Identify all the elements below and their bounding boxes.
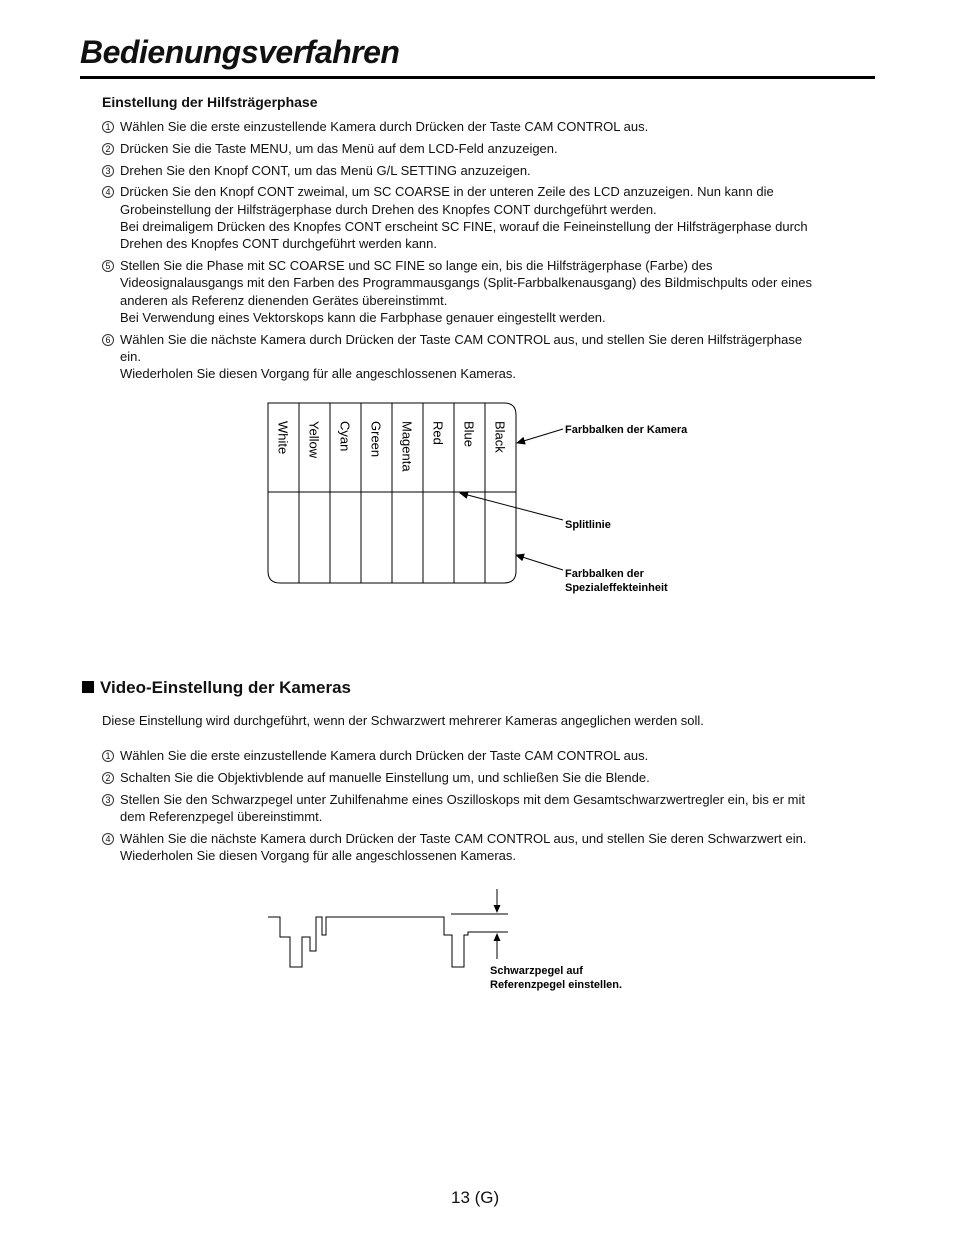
black-level-waveform — [260, 885, 680, 1000]
step-number-icon: 3 — [102, 165, 114, 177]
label-split-line: Splitlinie — [565, 519, 611, 531]
label-black-level-2: Referenzpegel einstellen. — [490, 979, 623, 991]
title-rule — [80, 76, 875, 79]
step-line: Drücken Sie den Knopf CONT zweimal, um SC COARSE in der unteren Zeile des LCD anzuzeigen. Nun kann die — [120, 184, 774, 200]
section-square-icon — [82, 681, 94, 693]
bar-label: Magenta — [399, 421, 415, 472]
step-item — [102, 769, 872, 786]
step-number-icon: 1 — [102, 121, 114, 133]
page-title: Bedienungsverfahren — [80, 34, 400, 70]
bar-label: Red — [430, 421, 446, 445]
bar-label: Blue — [461, 421, 477, 448]
step-item — [102, 118, 872, 135]
arrow-camera — [517, 429, 563, 443]
step-number-icon: 2 — [102, 143, 114, 155]
color-bar-diagram — [260, 395, 720, 605]
subphase-steps — [102, 118, 872, 387]
step-line: Wählen Sie die erste einzustellende Kamera durch Drücken der Taste CAM CONTROL aus. — [120, 119, 649, 134]
step-item — [102, 162, 872, 179]
step-item — [102, 791, 872, 826]
step-item — [102, 140, 872, 157]
step-number-icon: 6 — [102, 334, 114, 346]
label-black-level-1: Schwarzpegel auf — [490, 965, 583, 977]
step-number-icon: 2 — [102, 772, 114, 784]
bar-label: White — [275, 421, 291, 455]
step-line: Schalten Sie die Objektivblende auf manuelle Einstellung um, und schließen Sie die Blende. — [120, 769, 650, 785]
step-line: dem Referenzpegel übereinstimmt. — [120, 808, 323, 824]
bar-label: Green — [368, 421, 384, 458]
step-line: Wiederholen Sie diesen Vorgang für alle angeschlossenen Kameras. — [120, 366, 517, 382]
bar-label: Yellow — [306, 421, 322, 459]
subphase-heading: Einstellung der Hilfsträgerphase — [102, 94, 318, 110]
step-line: Wiederholen Sie diesen Vorgang für alle angeschlossenen Kameras. — [120, 847, 517, 863]
step-line: Grobeinstellung der Hilfsträgerphase durch Drehen des Knopfes CONT durchgeführt werden. — [120, 201, 657, 217]
step-item — [102, 830, 872, 865]
step-line: Bei dreimaligem Drücken des Knopfes CONT erscheint SC FINE, worauf die Feineinstellung der Hilfsträgerphase durch — [120, 218, 808, 234]
step-line: Bei Verwendung eines Vektorskops kann die Farbphase genauer eingestellt werden. — [120, 309, 606, 325]
step-line: ein. — [120, 349, 141, 365]
step-number-icon: 4 — [102, 186, 114, 198]
video-steps — [102, 747, 872, 869]
label-camera-bars: Farbbalken der Kamera — [565, 424, 688, 436]
bar-label: Black — [492, 421, 508, 453]
step-line: Wählen Sie die erste einzustellende Kamera durch Drücken der Taste CAM CONTROL aus. — [120, 748, 649, 763]
step-number-icon: 1 — [102, 750, 114, 762]
waveform-trace — [268, 917, 508, 967]
label-effect-bars-2: Spezialeffekteinheit — [565, 582, 668, 594]
step-line: anderen als Referenz dienenden Gerätes übereinstimmt. — [120, 292, 448, 308]
video-section-title: Video-Einstellung der Kameras — [100, 678, 351, 697]
step-line: Videosignalausgangs mit den Farben des Programmausgangs (Split-Farbbalkenausgang) des Bildmischpults oder eines — [120, 275, 813, 291]
step-line: Stellen Sie die Phase mit SC COARSE und SC FINE so lange ein, bis die Hilfsträgerphase (Farbe) des — [120, 258, 713, 274]
video-section-heading — [82, 678, 351, 698]
video-intro: Diese Einstellung wird durchgeführt, wenn der Schwarzwert mehrerer Kameras angeglichen werden soll. — [102, 713, 704, 728]
step-number-icon: 4 — [102, 833, 114, 845]
step-line: Wählen Sie die nächste Kamera durch Drücken der Taste CAM CONTROL aus, und stellen Sie deren Schwarzwert ein. — [120, 830, 807, 846]
arrow-effect — [516, 555, 563, 570]
step-item — [102, 257, 872, 326]
arrow-split — [460, 493, 563, 520]
step-item — [102, 183, 872, 252]
step-line: Drehen Sie den Knopf CONT, um das Menü G/L SETTING anzuzeigen. — [120, 162, 531, 178]
step-line: Drehen des Knopfes CONT durchgeführt werden kann. — [120, 236, 437, 252]
step-line: Wählen Sie die nächste Kamera durch Drücken der Taste CAM CONTROL aus, und stellen Sie deren Hilfsträgerphase — [120, 331, 803, 347]
step-item — [102, 331, 872, 383]
label-effect-bars-1: Farbbalken der — [565, 568, 644, 580]
step-number-icon: 3 — [102, 794, 114, 806]
step-line: Drücken Sie die Taste MENU, um das Menü auf dem LCD-Feld anzuzeigen. — [120, 140, 558, 156]
step-line: Stellen Sie den Schwarzpegel unter Zuhilfenahme eines Oszilloskops mit dem Gesamtschwarzwertregler ein, bis er mit — [120, 791, 805, 807]
step-item — [102, 747, 872, 764]
page-number: 13 (G) — [451, 1188, 500, 1207]
step-number-icon: 5 — [102, 260, 114, 272]
bar-label: Cyan — [337, 421, 353, 452]
